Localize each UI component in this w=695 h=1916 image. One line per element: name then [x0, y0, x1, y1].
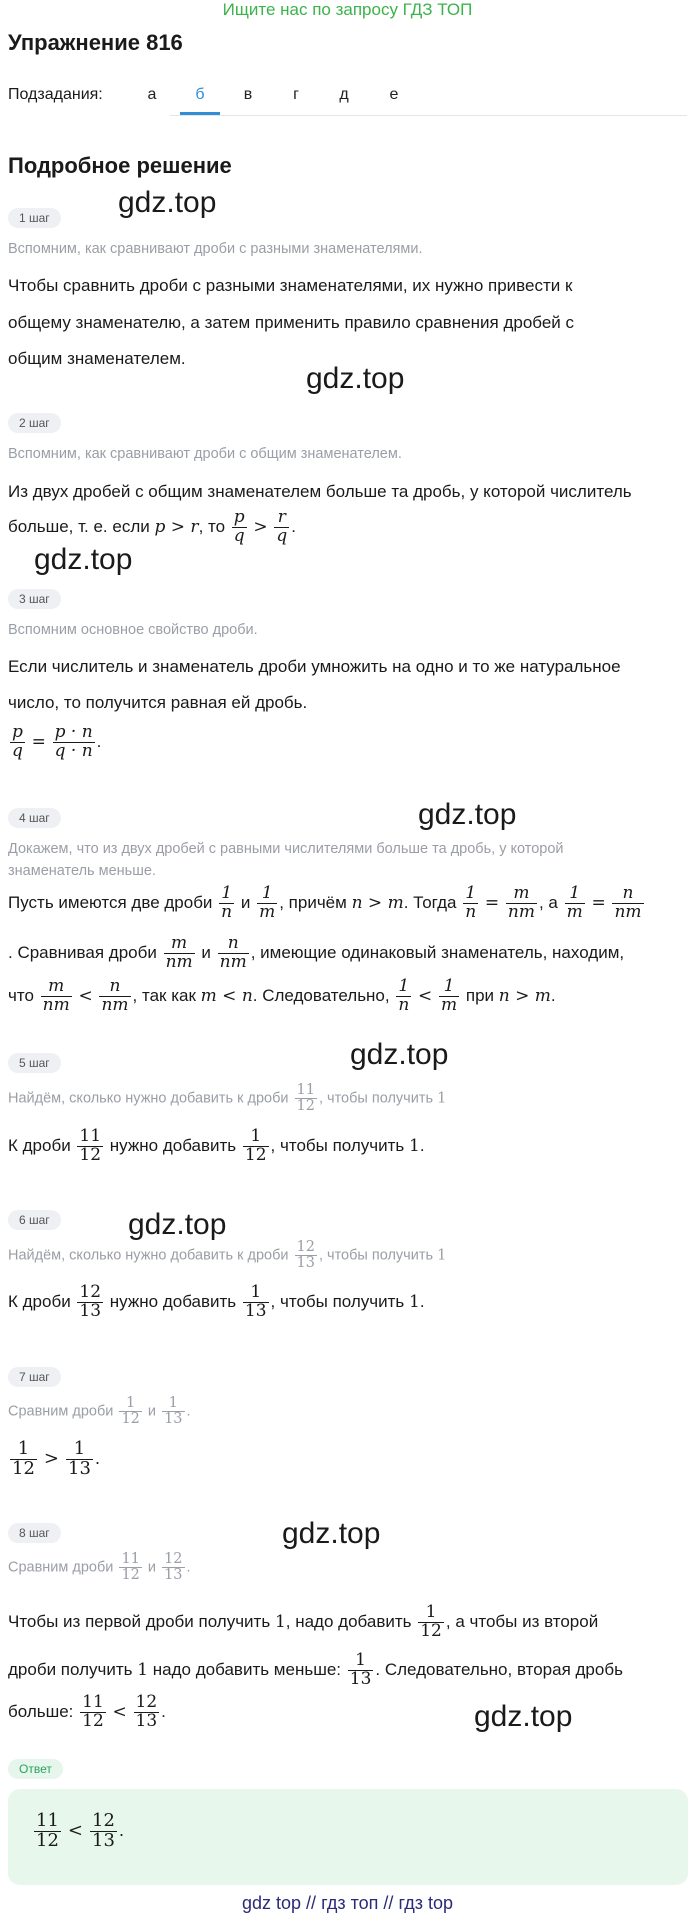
text-fragment: . Тогда [403, 892, 457, 912]
text-fragment: , надо добавить [285, 1611, 412, 1631]
watermark: gdz.top [128, 1208, 227, 1241]
step-hint-line: Сравним дроби $\frac{11}{12}$ и $\frac{12}{13}$ . [8, 1551, 191, 1584]
fraction: $\frac{1}{m}$ [259, 883, 276, 922]
footer-separator: // [306, 1893, 317, 1913]
text-fragment: при [465, 985, 495, 1005]
footer-separator: // [383, 1893, 394, 1913]
fraction: $\frac{11}{12}$ [121, 1551, 140, 1584]
step-formula-line: больше, т. е. если p > r, то $\frac{p}{q}$ > $\frac{r}{q}$ . [8, 507, 297, 547]
fraction: $\frac{1}{12}$ [12, 1438, 35, 1479]
math-operator: < [418, 985, 433, 1006]
text-fragment: дроби получить [8, 1659, 133, 1679]
step-formula-line [8, 1652, 623, 1689]
text-fragment: , а [538, 892, 558, 912]
text-fragment: К дроби [8, 1291, 71, 1311]
step-text: общему знаменателю, а затем применить правило сравнения дробей с [8, 313, 575, 332]
fraction: $\frac{1}{12}$ [121, 1395, 140, 1428]
tabs-divider [170, 115, 687, 116]
math-value: 1 [409, 1291, 420, 1312]
fraction: $\frac{1}{13}$ [164, 1395, 183, 1428]
text-fragment: надо добавить меньше: [152, 1659, 342, 1679]
fraction: $\frac{p \cdot n}{q \cdot n}$ [54, 722, 93, 761]
text-fragment: . Следовательно, вторая дробь [375, 1659, 623, 1679]
step-formula-line [8, 1604, 598, 1641]
step-hint: Вспомним, как сравнивают дроби с общим знаменателем. [8, 446, 402, 462]
fraction: $\frac{n}{nm}$ [219, 933, 247, 972]
tab-a[interactable]: а [147, 86, 157, 103]
step-hint: знаменатель меньше. [8, 863, 156, 879]
text-fragment: Найдём, сколько нужно добавить к дроби [8, 1090, 289, 1107]
fraction: $\frac{1}{12}$ [420, 1602, 442, 1641]
text-fragment: , чтобы получить [318, 1247, 434, 1264]
step-badge: 1 шаг [8, 208, 61, 228]
section-title: Подробное решение [8, 153, 232, 178]
watermark: gdz.top [418, 798, 517, 831]
fraction: $\frac{1}{n}$ [221, 883, 233, 922]
step-badge: 6 шаг [8, 1210, 61, 1230]
text-fragment: К дроби [8, 1135, 71, 1155]
fraction: $\frac{12}{13}$ [135, 1692, 158, 1731]
answer-formula: $\frac{11}{12}$ < $\frac{12}{13}$ . [36, 1810, 124, 1851]
step-badge: 7 шаг [8, 1367, 61, 1387]
math-value: 1 [437, 1090, 447, 1107]
footer-link[interactable]: гдз top [398, 1893, 453, 1913]
text-fragment: Пусть имеются две дроби [8, 892, 213, 912]
text-fragment: , чтобы получить [270, 1291, 405, 1311]
math-operator: < [67, 1820, 84, 1842]
fraction: $\frac{12}{13}$ [296, 1239, 315, 1272]
fraction: $\frac{11}{12}$ [82, 1692, 104, 1731]
text-fragment: больше: [8, 1701, 74, 1721]
fraction: $\frac{m}{nm}$ [507, 883, 535, 922]
watermark: gdz.top [350, 1038, 449, 1071]
tab-g[interactable]: г [293, 86, 299, 103]
watermark: gdz.top [474, 1700, 573, 1733]
step-text: общим знаменателем. [8, 349, 186, 368]
math-expression: n > m [498, 985, 551, 1006]
step-formula-line: К дроби $\frac{11}{12}$ нужно добавить $\frac{1}{12}$ , чтобы получить 1. [8, 1126, 425, 1165]
text-fragment: и [201, 942, 211, 962]
step-badge: 2 шаг [8, 413, 61, 433]
step-formula-line [8, 935, 624, 972]
step-hint-line [8, 1240, 446, 1271]
tab-b[interactable]: б [195, 86, 205, 103]
text-fragment: , имеющие одинаковый знаменатель, находим, [250, 942, 625, 962]
step-hint: Вспомним основное свойство дроби. [8, 622, 258, 638]
step-hint-line: Сравним дроби $\frac{1}{12}$ и $\frac{1}{13}$ . [8, 1395, 191, 1428]
fraction: $\frac{p}{q}$ [233, 507, 245, 547]
step-formula-line: $\frac{1}{12}$ > $\frac{1}{13}$ . [12, 1438, 100, 1479]
fraction: $\frac{1}{m}$ [566, 883, 583, 922]
step-formula-line: что $\frac{m}{nm}$ < $\frac{n}{nm}$ , так как m < n. Следовательно, $\frac{1}{n}$ < $\frac{1}{m}$ при n > m. [8, 976, 556, 1015]
text-fragment: нужно добавить [109, 1135, 237, 1155]
step-text: Если числитель и знаменатель дроби умножить на одно и то же натуральное [8, 657, 621, 676]
fraction: $\frac{1}{n}$ [465, 883, 477, 922]
tab-v[interactable]: в [243, 86, 253, 103]
page-title: Упражнение 816 [8, 30, 183, 55]
math-value: 1 [437, 1247, 447, 1264]
footer-links [0, 1893, 695, 1914]
watermark: gdz.top [118, 186, 217, 219]
fraction: $\frac{m}{nm}$ [42, 976, 70, 1015]
step-badge: 5 шаг [8, 1053, 61, 1073]
text-fragment: , то [198, 517, 226, 536]
fraction: $\frac{11}{12}$ [79, 1126, 102, 1165]
watermark: gdz.top [34, 543, 133, 576]
watermark: gdz.top [282, 1517, 381, 1550]
text-fragment: и [240, 892, 251, 912]
active-tab-indicator [180, 112, 220, 115]
text-fragment: что [8, 985, 34, 1005]
text-fragment: Сравним дроби [8, 1559, 114, 1576]
step-badge: 4 шаг [8, 808, 61, 828]
tab-d[interactable]: д [339, 86, 349, 103]
text-fragment: и [147, 1403, 157, 1420]
math-operator: < [78, 985, 93, 1006]
step-badge: 3 шаг [8, 589, 61, 609]
text-fragment: нужно добавить [109, 1291, 237, 1311]
fraction: $\frac{m}{nm}$ [165, 933, 193, 972]
fraction: $\frac{1}{13}$ [349, 1650, 372, 1689]
fraction: $\frac{p}{q}$ [12, 722, 23, 761]
fraction: $\frac{12}{13}$ [79, 1282, 102, 1321]
tab-e[interactable]: е [389, 86, 399, 103]
text-fragment: Сравним дроби [8, 1403, 114, 1420]
step-formula-line [8, 885, 646, 922]
fraction: $\frac{12}{13}$ [92, 1810, 115, 1851]
step-text: Из двух дробей с общим знаменателем больше та дробь, у которой числитель [8, 482, 632, 501]
step-text: число, то получится равная ей дробь. [8, 693, 308, 712]
text-fragment: . Следовательно, [252, 985, 390, 1005]
fraction: $\frac{1}{n}$ [398, 976, 410, 1015]
fraction: $\frac{1}{12}$ [244, 1126, 267, 1165]
fraction: $\frac{11}{12}$ [36, 1810, 59, 1851]
fraction: $\frac{1}{13}$ [244, 1282, 267, 1321]
step-hint-line [8, 1083, 446, 1114]
fraction: $\frac{11}{12}$ [296, 1082, 315, 1115]
text-fragment: , так как [132, 985, 196, 1005]
math-value: 1 [409, 1135, 420, 1156]
step-text: Чтобы сравнить дроби с разными знаменателями, их нужно привести к [8, 276, 573, 295]
promo-banner[interactable]: Ищите нас по запросу ГДЗ ТОП [222, 0, 473, 19]
text-fragment: Чтобы из первой дроби получить [8, 1611, 271, 1631]
step-formula-line: $\frac{p}{q}$ = $\frac{p \cdot n}{q \cdot n}$ . [12, 722, 102, 761]
math-value: 1 [137, 1659, 149, 1680]
footer-link[interactable]: gdz top [241, 1893, 302, 1913]
fraction: $\frac{n}{nm}$ [101, 976, 129, 1015]
step-formula-line: больше: $\frac{11}{12}$ < $\frac{12}{13}$ . [8, 1692, 166, 1731]
text-fragment: больше, т. е. если [8, 517, 150, 536]
step-hint: Докажем, что из двух дробей с равными числителями больше та дробь, у которой [8, 841, 564, 857]
fraction: $\frac{1}{13}$ [68, 1438, 91, 1479]
step-hint: Вспомним, как сравнивают дроби с разными знаменателями. [8, 241, 423, 257]
math-operator: > [43, 1448, 60, 1470]
answer-badge: Ответ [8, 1759, 63, 1779]
text-fragment: , чтобы получить [318, 1090, 434, 1107]
math-operator: = [591, 892, 606, 913]
fraction: $\frac{1}{m}$ [441, 976, 458, 1015]
watermark: gdz.top [306, 362, 405, 395]
fraction: $\frac{n}{nm}$ [614, 883, 642, 922]
math-expression: m < n [200, 985, 253, 1006]
text-fragment: , а чтобы из второй [445, 1611, 599, 1631]
step-badge: 8 шаг [8, 1523, 61, 1543]
text-fragment: и [147, 1559, 157, 1576]
math-expression: p > r [154, 517, 199, 537]
text-fragment: . Сравнивая дроби [8, 942, 157, 962]
text-fragment: Найдём, сколько нужно добавить к дроби [8, 1247, 289, 1264]
text-fragment: , чтобы получить [270, 1135, 405, 1155]
footer-link[interactable]: гдз топ [321, 1893, 379, 1913]
math-value: 1 [274, 1611, 286, 1632]
math-operator: = [484, 892, 500, 913]
fraction: $\frac{12}{13}$ [164, 1551, 183, 1584]
subtasks-label: Подзадания: [8, 86, 103, 103]
math-operator: > [253, 517, 268, 537]
math-operator: < [112, 1701, 127, 1722]
math-expression: n > m [351, 892, 404, 913]
text-fragment: , причём [279, 892, 347, 912]
step-formula-line: К дроби $\frac{12}{13}$ нужно добавить $\frac{1}{13}$ , чтобы получить 1. [8, 1282, 425, 1321]
fraction: $\frac{r}{q}$ [276, 507, 288, 547]
math-operator: = [31, 731, 46, 752]
